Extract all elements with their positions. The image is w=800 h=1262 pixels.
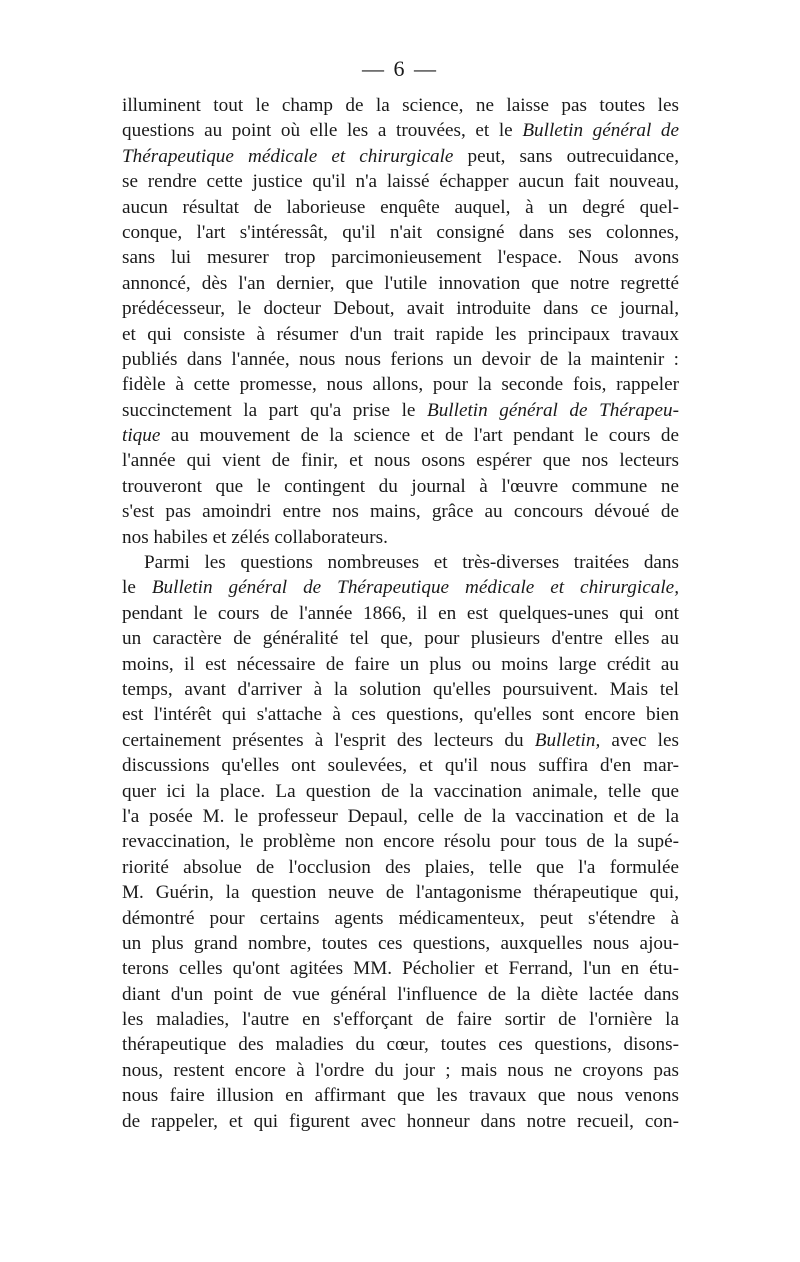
text-line [122, 220, 679, 245]
text-line [122, 322, 679, 347]
text-segment: Parmi les questions nombreuses et très-diverses traitées dans [144, 552, 679, 574]
body-text [122, 93, 679, 1134]
text-segment: fidèle à cette promesse, nous allons, pour la seconde fois, rappeler [122, 374, 679, 396]
italic-title: Bulletin général de Thérapeutique médicale et chirurgicale, [151, 577, 679, 599]
text-line [122, 677, 679, 702]
italic-title: Bulletin, [534, 729, 601, 751]
text-segment: nous faire illusion en affirmant que les travaux que nous venons [122, 1085, 679, 1107]
text-line [122, 855, 679, 880]
text-line [122, 245, 679, 270]
text-line [122, 372, 679, 397]
text-segment: publiés dans l'année, nous nous ferions un devoir de la maintenir : [122, 348, 679, 370]
text-line [122, 1083, 679, 1108]
text-line [122, 448, 679, 473]
text-segment: revaccination, le problème non encore résolu pour tous de la supé- [122, 831, 679, 853]
text-segment: démontré pour certains agents médicamenteux, peut s'étendre à [122, 907, 679, 929]
text-segment: temps, avant d'arriver à la solution qu'elles poursuivent. Mais tel [122, 678, 679, 700]
text-line [122, 601, 679, 626]
text-line [122, 499, 679, 524]
text-segment: aucun résultat de laborieuse enquête auquel, à un degré quel- [122, 196, 679, 218]
text-line [122, 982, 679, 1007]
text-segment: annoncé, dès l'an dernier, que l'utile innovation que notre regretté [122, 272, 679, 294]
text-segment: un caractère de généralité tel que, pour plusieurs d'entre elles au [122, 628, 679, 650]
text-segment: se rendre cette justice qu'il n'a laissé échapper aucun fait nouveau, [122, 171, 679, 193]
text-line [122, 1109, 679, 1134]
text-segment: prédécesseur, le docteur Debout, avait introduite dans ce journal, [122, 298, 679, 320]
text-segment: conque, l'art s'intéressât, qu'il n'ait consigné dans ses colonnes, [122, 221, 679, 243]
italic-title: tique [122, 425, 161, 447]
italic-title: Thérapeutique médicale et chirurgicale [122, 145, 454, 167]
text-segment: le [122, 577, 152, 599]
page-number: — 6 — [362, 56, 438, 81]
text-segment: nous, restent encore à l'ordre du jour ; mais nous ne croyons pas [122, 1059, 679, 1081]
text-line [122, 702, 679, 727]
text-segment: est l'intérêt qui s'attache à ces questions, qu'elles sont encore bien [122, 704, 679, 726]
text-line [122, 626, 679, 651]
text-line [122, 753, 679, 778]
text-segment: peut, sans outrecuidance, [453, 145, 679, 167]
text-line [122, 652, 679, 677]
text-segment: trouveront que le contingent du journal à l'œuvre commune ne [122, 475, 679, 497]
text-line [122, 880, 679, 905]
text-segment: succinctement la part qu'a prise le [122, 399, 427, 421]
text-line [122, 1007, 679, 1032]
text-segment: discussions qu'elles ont soulevées, et qu'il nous suffira d'en mar- [122, 755, 679, 777]
text-line [122, 829, 679, 854]
text-segment: certainement présentes à l'esprit des lecteurs du [122, 729, 535, 751]
text-segment: s'est pas amoindri entre nos mains, grâce au concours dévoué de [122, 501, 679, 523]
text-segment: thérapeutique des maladies du cœur, toutes ces questions, disons- [122, 1034, 679, 1056]
text-segment: nos habiles et zélés collaborateurs. [122, 526, 388, 548]
text-line [122, 271, 679, 296]
text-line [122, 906, 679, 931]
text-line [122, 550, 679, 575]
text-line [122, 931, 679, 956]
text-segment: les maladies, l'autre en s'efforçant de faire sortir de l'ornière la [122, 1009, 679, 1031]
text-line [122, 398, 679, 423]
text-segment: M. Guérin, la question neuve de l'antagonisme thérapeutique qui, [122, 882, 679, 904]
text-line [122, 423, 679, 448]
text-line [122, 525, 679, 550]
text-line [122, 144, 679, 169]
text-line [122, 347, 679, 372]
text-segment: et qui consiste à résumer d'un trait rapide les principaux travaux [122, 323, 679, 345]
text-segment: diant d'un point de vue général l'influence de la diète lactée dans [122, 983, 679, 1005]
text-segment: moins, il est nécessaire de faire un plus ou moins large crédit au [122, 653, 679, 675]
text-line [122, 956, 679, 981]
italic-title: Bulletin général de Thérapeu- [426, 399, 680, 421]
text-line [122, 93, 679, 118]
text-segment: au mouvement de la science et de l'art pendant le cours de [160, 425, 679, 447]
text-line [122, 575, 679, 600]
text-segment: quer ici la place. La question de la vaccination animale, telle que [122, 780, 679, 802]
text-segment: avec les [600, 729, 679, 751]
text-line [122, 296, 679, 321]
text-line [122, 804, 679, 829]
text-segment: riorité absolue de l'occlusion des plaies, telle que l'a formulée [122, 856, 679, 878]
paragraph-p1 [122, 93, 679, 550]
text-segment: de rappeler, et qui figurent avec honneur dans notre recueil, con- [122, 1110, 679, 1132]
text-segment: pendant le cours de l'année 1866, il en est quelques-unes qui ont [122, 602, 679, 624]
text-segment: un plus grand nombre, toutes ces questions, auxquelles nous ajou- [122, 932, 679, 954]
text-segment: l'année qui vient de finir, et nous osons espérer que nos lecteurs [122, 450, 679, 472]
text-line [122, 1058, 679, 1083]
text-line [122, 169, 679, 194]
italic-title: Bulletin général de [522, 120, 679, 142]
text-segment: terons celles qu'ont agitées MM. Pécholier et Ferrand, l'un en étu- [122, 958, 679, 980]
text-line [122, 1032, 679, 1057]
text-line [122, 779, 679, 804]
text-segment: illuminent tout le champ de la science, ne laisse pas toutes les [122, 95, 679, 116]
text-segment: sans lui mesurer trop parcimonieusement l'espace. Nous avons [122, 247, 679, 269]
text-line [122, 118, 679, 143]
text-line [122, 728, 679, 753]
text-line [122, 195, 679, 220]
text-segment: questions au point où elle les a trouvées, et le [122, 120, 523, 142]
paragraph-p2 [122, 550, 679, 1134]
text-segment: l'a posée M. le professeur Depaul, celle de la vaccination et de la [122, 805, 679, 827]
text-line [122, 474, 679, 499]
